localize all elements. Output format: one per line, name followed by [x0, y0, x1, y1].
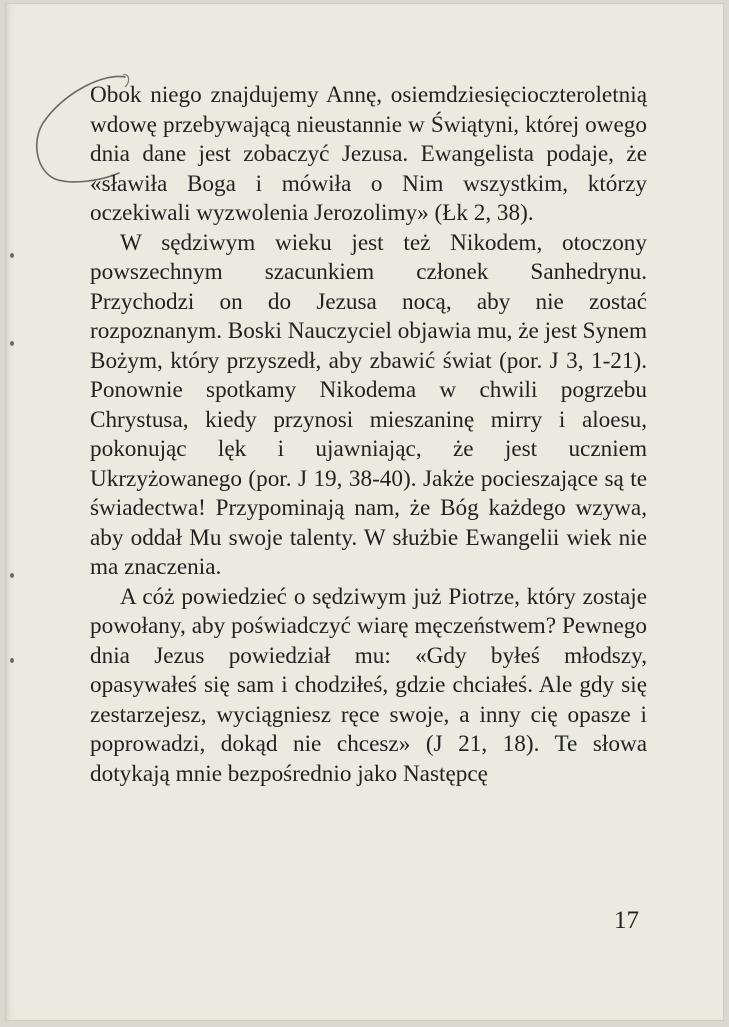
- margin-mark: [10, 341, 14, 346]
- paragraph: A cóż powiedzieć o sędziwym już Piotrze, który zostaje powołany, aby poświadczyć wiarę męczeństwem? Pewnego dnia Jezus powiedział mu: «Gdy byłeś młodszy, opasywałeś się sam i chodziłeś, gdzie chciałeś. Ale gdy się zestarzejesz, wyciągniesz ręce swoje, a inny cię opasze i poprowadzi, dokąd nie chcesz» (J 21, 18). Te słowa dotykają mnie bezpośrednio jako Następcę: [90, 583, 647, 787]
- margin-mark: [10, 573, 14, 578]
- margin-mark: [10, 658, 14, 663]
- book-page: [5, 3, 724, 1021]
- paragraph: Obok niego znajdujemy Annę, osiemdziesięcioczteroletnią wdowę przebywającą nieustannie w Świątyni, której owego dnia dane jest zobaczyć Jezusa. Ewangelista podaje, że «sławiła Boga i mówiła o Nim wszystkim, którzy oczekiwali wyzwolenia Jerozolimy» (Łk 2, 38).: [90, 82, 647, 226]
- margin-mark: [10, 253, 14, 258]
- paragraph: W sędziwym wieku jest też Nikodem, otoczony powszechnym szacunkiem członek Sanhedrynu. Przychodzi on do Jezusa nocą, aby nie zostać rozpoznanym. Boski Nauczyciel objawia mu, że jest Synem Bożym, który przyszedł, aby zbawić świat (por. J 3, 1-21). Ponownie spotkamy Nikodema w chwili pogrzebu Chrystusa, kiedy przynosi mieszaninę mirry i aloesu, pokonując lęk i ujawniając, że jest uczniem Ukrzyżowanego (por. J 19, 38-40). Jakże pocieszające są te świadectwa! Przypominają nam, że Bóg każdego wzywa, aby oddał Mu swoje talenty. W służbie Ewangelii wiek nie ma znaczenia.: [90, 229, 647, 580]
- page-number: 17: [614, 907, 639, 934]
- body-text: [90, 81, 647, 789]
